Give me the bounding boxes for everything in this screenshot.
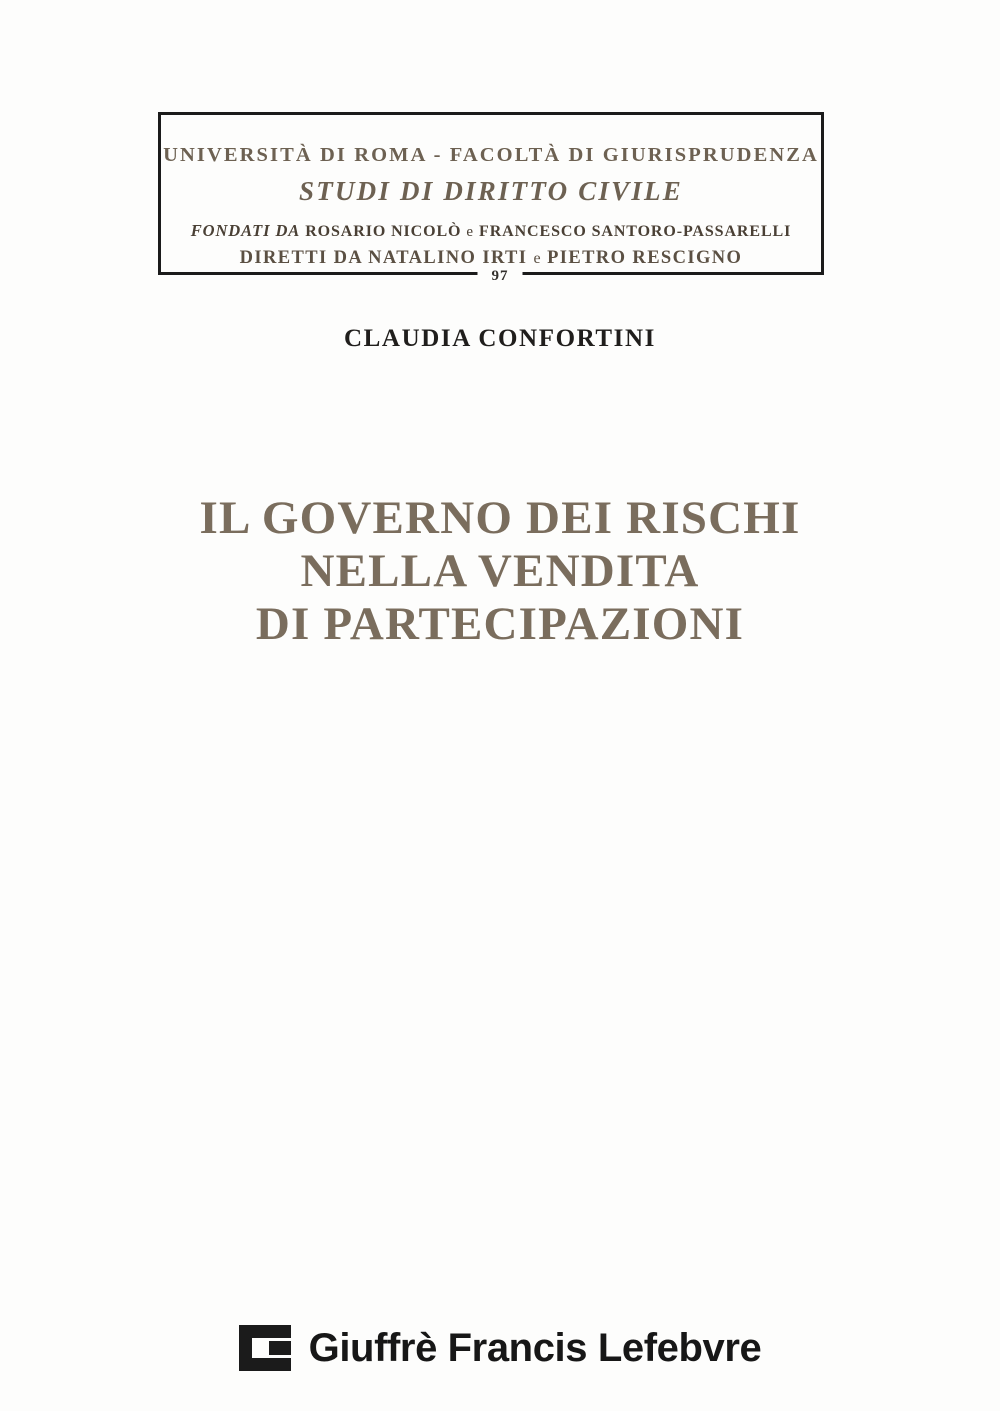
founders-line — [161, 221, 821, 241]
book-title — [0, 492, 1000, 651]
directed-prefix: DIRETTI DA — [239, 248, 363, 268]
director-second: PIETRO RESCIGNO — [547, 248, 743, 268]
publisher-name: Giuffrè Francis Lefebvre — [308, 1325, 762, 1370]
title-line-3: DI PARTECIPAZIONI — [255, 598, 745, 650]
volume-number: 97 — [478, 268, 523, 285]
founder-second: FRANCESCO SANTORO-PASSARELLI — [479, 223, 792, 240]
director-first: NATALINO IRTI — [368, 248, 528, 268]
directors-line — [161, 248, 821, 269]
collection-title: STUDI DI DIRITTO CIVILE — [299, 176, 683, 206]
faculty-line: UNIVERSITÀ DI ROMA - FACOLTÀ DI GIURISPRUDENZA — [163, 144, 819, 166]
founded-prefix: FONDATI DA — [190, 221, 301, 240]
series-box — [158, 112, 824, 275]
author-name: CLAUDIA CONFORTINI — [344, 325, 656, 352]
directors-conjunction: e — [533, 250, 542, 267]
giuffre-logo-icon — [239, 1325, 291, 1371]
founders-conjunction: e — [466, 224, 474, 240]
founder-first: ROSARIO NICOLÒ — [305, 223, 462, 240]
title-line-2: NELLA VENDITA — [300, 545, 700, 597]
title-line-1: IL GOVERNO DEI RISCHI — [199, 492, 801, 544]
publisher-block — [0, 1325, 1000, 1371]
